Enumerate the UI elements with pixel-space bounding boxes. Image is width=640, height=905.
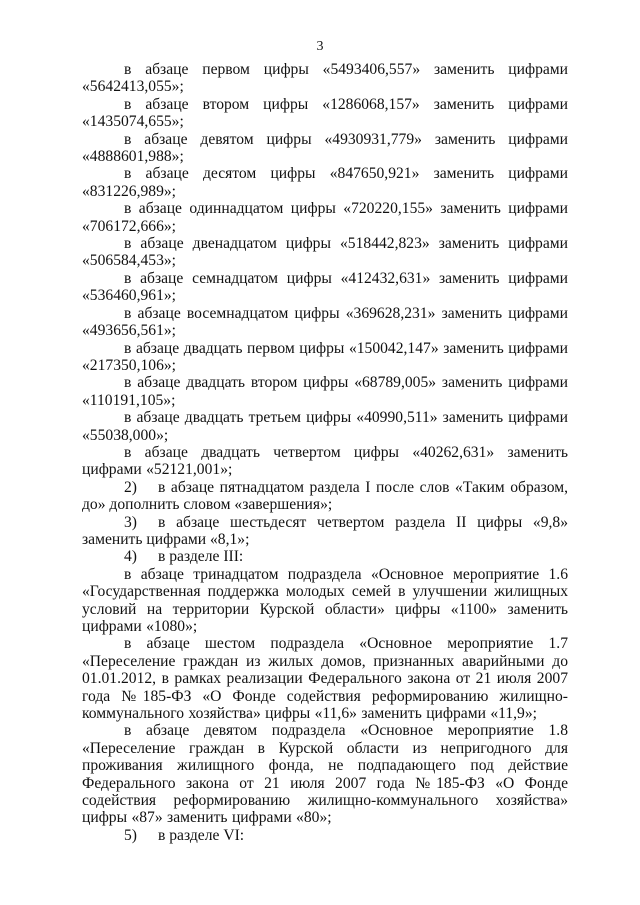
amendment-paragraph: в абзаце двадцать третьем цифры «40990,511» заменить цифрами «55038,000»; (82, 409, 568, 444)
amendment-paragraph: в абзаце втором цифры «1286068,157» заменить цифрами «1435074,655»; (82, 95, 568, 131)
numbered-item (82, 479, 568, 514)
numbered-item (82, 548, 568, 565)
numbered-item (82, 514, 568, 549)
section-three-paragraph: в абзаце шестом подраздела «Основное мероприятие 1.7 «Переселение граждан из жилых домов, признанных аварийными до 01.01.2012, в рамках реализации Федерального закона от 21 июля 2007 года №185-ФЗ «О Фонде содействия реформированию жилищно-коммунального хозяйства» цифры «11,6» заменить цифрами «11,9»; (82, 635, 568, 723)
item-number: 3) (124, 513, 137, 531)
document-body (82, 61, 568, 844)
section-three-paragraph: в абзаце девятом подраздела «Основное мероприятие 1.8 «Переселение граждан в Курской области из непригодного для проживания жилищного фонда, не подпадающего под действие Федерального закона от 21 июля 2007 года №185-ФЗ «О Фонде содействия реформированию жилищно-коммунального хозяйства» цифры «87» заменить цифрами «80»; (82, 722, 568, 827)
amendment-paragraph: в абзаце одиннадцатом цифры «720220,155» заменить цифрами «706172,666»; (82, 200, 568, 235)
item-text: в абзаце пятнадцатом раздела I после слов «Таким образом, до» дополнить словом «завершения»; (82, 478, 568, 514)
amendment-paragraph: в абзаце двадцать первом цифры «150042,147» заменить цифрами «217350,106»; (82, 339, 568, 374)
section-three-paragraph: в абзаце тринадцатом подраздела «Основное мероприятие 1.6 «Государственная поддержка молодых семей в улучшении жилищных условий на территории Курской области» цифры «1100» заменить цифрами «1080»; (82, 565, 568, 635)
amendment-paragraph: в абзаце первом цифры «5493406,557» заменить цифрами «5642413,055»; (82, 61, 568, 96)
item-text: в абзаце шестьдесят четвертом раздела II цифры «9,8» заменить цифрами «8,1»; (82, 513, 568, 548)
amendment-paragraph: в абзаце двадцать втором цифры «68789,005» заменить цифрами «110191,105»; (82, 374, 568, 409)
amendment-paragraph: в абзаце девятом цифры «4930931,779» заменить цифрами «4888601,988»; (82, 130, 568, 166)
numbered-item (82, 827, 568, 844)
item-text: в разделе III: (158, 548, 244, 566)
page-number: 3 (316, 39, 324, 54)
amendment-paragraph: в абзаце двадцать четвертом цифры «40262,631» заменить цифрами «52121,001»; (82, 443, 568, 479)
amendment-paragraph: в абзаце десятом цифры «847650,921» заменить цифрами «831226,989»; (82, 165, 568, 200)
amendment-paragraph: в абзаце семнадцатом цифры «412432,631» заменить цифрами «536460,961»; (82, 269, 568, 305)
item-text: в разделе VI: (158, 826, 245, 844)
item-number: 4) (124, 548, 137, 566)
amendment-paragraph: в абзаце двенадцатом цифры «518442,823» заменить цифрами «506584,453»; (82, 235, 568, 270)
item-number: 5) (124, 826, 137, 844)
item-number: 2) (124, 478, 137, 496)
amendment-paragraph: в абзаце восемнадцатом цифры «369628,231» заменить цифрами «493656,561»; (82, 304, 568, 340)
